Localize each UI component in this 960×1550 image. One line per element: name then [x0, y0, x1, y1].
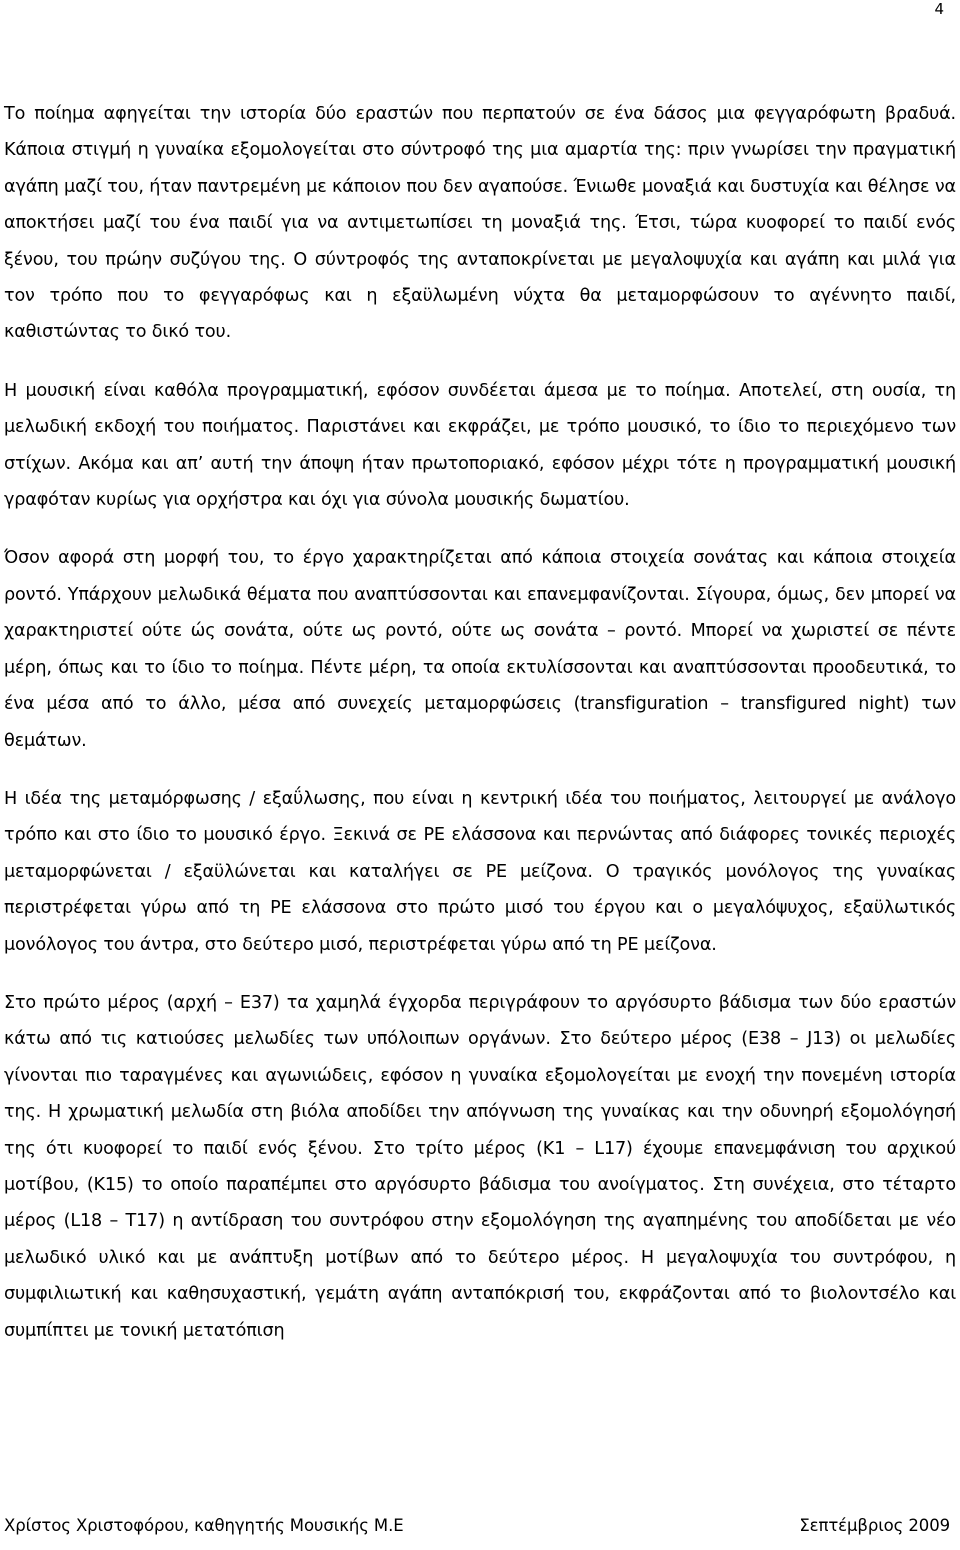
- paragraph: Στο πρώτο μέρος (αρχή – Ε37) τα χαμηλά έγχορδα περιγράφουν το αργόσυρτο βάδισμα των δύο εραστών κάτω από τις κατιούσες μελωδίες των υπόλοιπων οργάνων. Στο δεύτερο μέρος (Ε38 – J13) οι μελωδίες γίνονται πιο ταραγμένες και αγωνιώδεις, εφόσον η γυναίκα εξομολογείται με ενοχή την πονεμένη ιστορία της. Η χρωματική μελωδία στη βιόλα αποδίδει την απόγνωση της γυναίκας και την οδυνηρή εξομολόγησή της ότι κυοφορεί το παιδί ενός ξένου. Στο τρίτο μέρος (Κ1 – L17) έχουμε επανεμφάνιση του αρχικού μοτίβου, (Κ15) το οποίο παραπέμπει στο αργόσυρτο βάδισμα του ανοίγματος. Στη συνέχεια, στο τέταρτο μέρος (L18 – Τ17) η αντίδραση του συντρόφου στην εξομολόγηση της αγαπημένης του αποδίδεται με νέο μελωδικό υλικό και με ανάπτυξη μοτίβων από το δεύτερο μέρος. Η μεγαλοψυχία του συντρόφου, η συμφιλιωτική και καθησυχαστική, γεμάτη αγάπη ανταπόκρισή του, εκφράζονται από το βιολοντσέλο και συμπίπτει με τονική μετατόπιση: [4, 992, 956, 1341]
- page-number: 4: [934, 0, 944, 18]
- paragraph: Το ποίημα αφηγείται την ιστορία δύο εραστών που περπατούν σε ένα δάσος μια φεγγαρόφωτη βραδυά. Κάποια στιγμή η γυναίκα εξομολογείται στο σύντροφό της μια αμαρτία της: πριν γνωρίσει την πραγματική αγάπη μαζί του, ήταν παντρεμένη με κάποιον που δεν αγαπούσε. Ένιωθε μοναξιά και δυστυχία και θέλησε να αποκτήσει μαζί του ένα παιδί για να αντιμετωπίσει τη μοναξιά της. Έτσι, τώρα κυοφορεί το παιδί ενός ξένου, του πρώην συζύγου της. Ο σύντροφός της ανταποκρίνεται με μεγαλοψυχία και αγάπη και μιλά για τον τρόπο που το φεγγαρόφως και η εξαϋλωμένη νύχτα θα μεταμορφώσουν το αγέννητο παιδί, καθιστώντας το δικό του.: [4, 104, 956, 343]
- page-footer: [4, 1514, 950, 1538]
- paragraph: Όσον αφορά στη μορφή του, το έργο χαρακτηρίζεται από κάποια στοιχεία σονάτας και κάποια στοιχεία ροντό. Υπάρχουν μελωδικά θέματα που αναπτύσσονται και επανεμφανίζονται. Σίγουρα, όμως, δεν μπορεί να χαρακτηριστεί ούτε ώς σονάτα, ούτε ως ροντό, ούτε ως σονάτα – ροντό. Μπορεί να χωριστεί σε πέντε μέρη, όπως και το ίδιο το ποίημα. Πέντε μέρη, τα οποία εκτυλίσσονται και αναπτύσσονται προοδευτικά, το ένα μέσα από το άλλο, μέσα από συνεχείς μεταμορφώσεις (transfiguration – transfigured night) των θεμάτων.: [4, 548, 956, 751]
- body-text: [4, 96, 956, 1371]
- footer-author: Χρίστος Χριστοφόρου, καθηγητής Μουσικής Μ.Ε: [4, 1516, 404, 1535]
- paragraph: Η μουσική είναι καθόλα προγραμματική, εφόσον συνδέεται άμεσα με το ποίημα. Αποτελεί, στη ουσία, τη μελωδική εκδοχή του ποιήματος. Παριστάνει και εκφράζει, με τρόπο μουσικό, το ίδιο το περιεχόμενο των στίχων. Ακόμα και απ’ αυτή την άποψη ήταν πρωτοποριακό, εφόσον μέχρι τότε η προγραμματική μουσική γραφόταν κυρίως για ορχήστρα και όχι για σύνολα μουσικής δωματίου.: [4, 380, 956, 511]
- footer-date: Σεπτέμβριος 2009: [799, 1516, 950, 1535]
- paragraph: Η ιδέα της μεταμόρφωσης / εξαΰλωσης, που είναι η κεντρική ιδέα του ποιήματος, λειτουργεί με ανάλογο τρόπο και στο ίδιο το μουσικό έργο. Ξεκινά σε ΡΕ ελάσσονα και περνώντας από διάφορες τονικές περιοχές μεταμορφώνεται / εξαϋλώνεται και καταλήγει σε ΡΕ μείζονα. Ο τραγικός μονόλογος της γυναίκας περιστρέφεται γύρω από τη ΡΕ ελάσσονα στο πρώτο μισό του έργου και ο μεγαλόψυχος, εξαϋλωτικός μονόλογος του άντρα, στο δεύτερο μισό, περιστρέφεται γύρω από τη ΡΕ μείζονα.: [4, 788, 956, 955]
